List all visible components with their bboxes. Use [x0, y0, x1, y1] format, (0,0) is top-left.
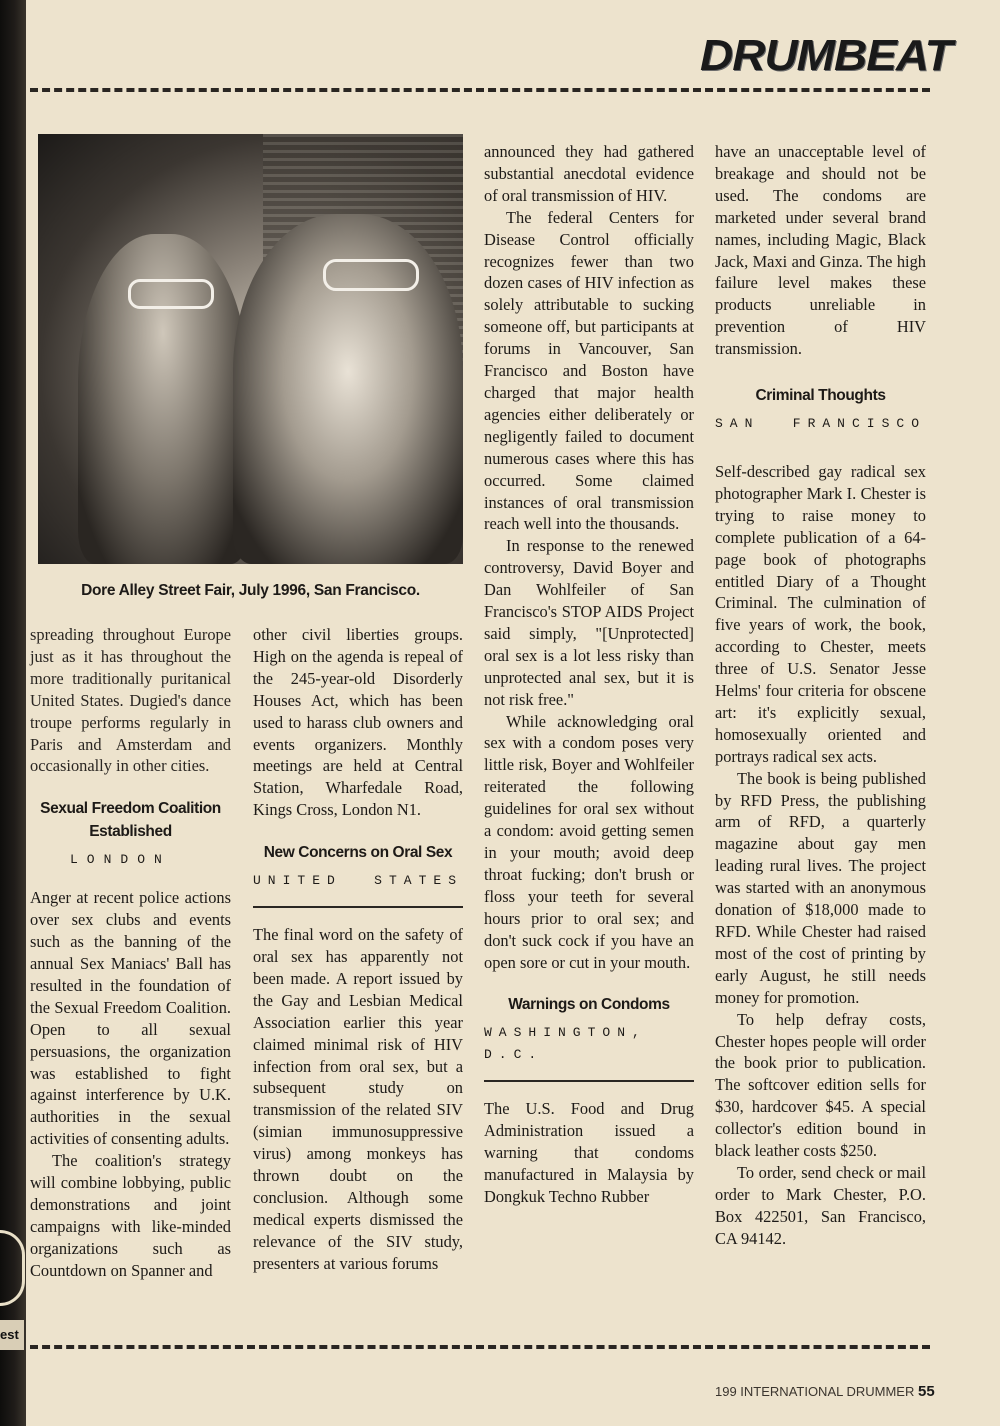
body-paragraph: While acknowledging oral sex with a condom poses very little risk, Boyer and Wohlfeiler reiterated the following guidelines for oral sex without a condom: avoid getting semen in your mouth; avoid deep throat fucking; don't brush or floss your teeth for several hours prior to oral sex; and don't suck cock if you have an open sore or cut in your mouth. [484, 711, 694, 972]
adjacent-page-stamp: est [0, 1320, 24, 1350]
page-footer [715, 1383, 935, 1400]
article-dateline: WASHINGTON, D.C. [484, 1025, 647, 1063]
section-masthead: DRUMBEAT [700, 30, 952, 80]
body-paragraph: The book is being published by RFD Press, the publishing arm of RFD, a quarterly magazine about gay men leading rural lives. The project was started with an anonymous donation of $18,000 made to RFD. While Chester had raised most of the cost of printing by early August, he still needs money for promotion. [715, 768, 926, 1007]
article-headline: New Concerns on Oral Sex [263, 844, 453, 862]
page-number: 55 [918, 1383, 935, 1400]
sunglasses-left [128, 279, 214, 309]
body-paragraph: The federal Centers for Disease Control officially recognizes fewer than two dozen cases of HIV infection as solely attributable to sucking someone off, but participants at forums in Vancouver, San Francisco and Boston have charged that major health agencies either deliberately or negligently failed to document numerous cases where this has occurred. Some claimed instances of oral transmission reach well into the thousands. [484, 207, 694, 534]
section-divider [484, 1080, 694, 1082]
body-paragraph: announced they had gathered substantial anecdotal evidence of oral transmission of HIV. [484, 142, 694, 205]
body-paragraph: Self-described gay radical sex photographer Mark I. Chester is trying to raise money to complete publication of a 64-page book of photographs entitled Diary of a Thought Criminal. The culmination of five years of work, the book, according to Chester, meets three of U.S. Senator Jesse Helms' four criteria for obscene art: it's explicitly sexual, homosexually oriented and portrays radical sex acts. [715, 461, 926, 766]
street-fair-photo [38, 134, 463, 564]
body-paragraph: have an unacceptable level of breakage and should not be used. The condoms are marketed under several brand names, including Magic, Black Jack, Maxi and Ginza. The high failure level makes these products unreliable in prevention of HIV transmission. [715, 142, 926, 359]
body-paragraph: The final word on the safety of oral sex has apparently not been made. A report issued by the Gay and Lesbian Medical Association earlier this year claimed minimal risk of HIV infection from oral sex, but a subsequent study on transmission of the related SIV (simian immunosuppressive virus) among monkeys has thrown doubt on the conclusion. Although some medical experts dismissed the relevance of the SIV study, presenters at various forums [253, 925, 463, 1273]
article-headline: Warnings on Condoms [508, 996, 670, 1014]
body-paragraph: spreading throughout Europe just as it has throughout the more traditionally puritanical United States. Dugied's dance troupe performs regularly in Paris and Amsterdam and occasionally in other cities. [30, 625, 231, 776]
page-gutter-shadow [0, 0, 26, 1426]
body-paragraph: In response to the renewed controversy, David Boyer and Dan Wohlfeiler of San Francisco's STOP AIDS Project said simply, "[Unprotected] oral sex is a lot less risky than unprotected anal sex, but it is not risk free." [484, 536, 694, 709]
body-paragraph: To help defray costs, Chester hopes people will order the book prior to publication. The softcover edition sells for $30, hardcover $45. A special collector's edition bound in black leather costs $250. [715, 1009, 926, 1161]
sunglasses-right [323, 259, 419, 291]
body-paragraph: Anger at recent police actions over sex clubs and events such as the banning of the annual Sex Maniacs' Ball has resulted in the foundation of the Sexual Freedom Coalition. Open to all sexual persuasions, the organization was established to fight against interference by U.K. authorities in the sexual activities of consenting adults. [30, 888, 231, 1149]
article-dateline: LONDON [70, 852, 171, 868]
article-dateline: UNITED STATES [253, 873, 463, 889]
body-paragraph: other civil liberties groups. High on the agenda is repeal of the 245-year-old Disorderly Houses Act, which has been used to harass club owners and events organizers. Monthly meetings are held at Central Station, Wharfedale Road, Kings Cross, London N1. [253, 625, 463, 820]
issue-label: 199 INTERNATIONAL DRUMMER [715, 1384, 915, 1399]
body-paragraph: The coalition's strategy will combine lobbying, public demonstrations and joint campaigns with like-minded organizations such as Countdown on Spanner and [30, 1151, 231, 1280]
top-dashed-rule [30, 88, 930, 92]
body-paragraph: The U.S. Food and Drug Administration issued a warning that condoms manufactured in Malaysia by Dongkuk Techno Rubber [484, 1099, 694, 1206]
article-dateline: SAN FRANCISCO [715, 416, 926, 432]
column-1 [30, 624, 231, 1282]
bottom-dashed-rule [30, 1345, 930, 1349]
section-divider [253, 906, 463, 908]
column-2 [253, 624, 463, 1275]
article-headline: Sexual Freedom Coalition Established [40, 800, 221, 841]
column-3 [484, 141, 694, 1208]
column-4 [715, 141, 926, 1250]
body-paragraph: To order, send check or mail order to Mark Chester, P.O. Box 422501, San Francisco, CA 94142. [715, 1162, 926, 1248]
article-headline: Criminal Thoughts [755, 387, 886, 405]
photo-caption: Dore Alley Street Fair, July 1996, San Francisco. [81, 582, 420, 599]
